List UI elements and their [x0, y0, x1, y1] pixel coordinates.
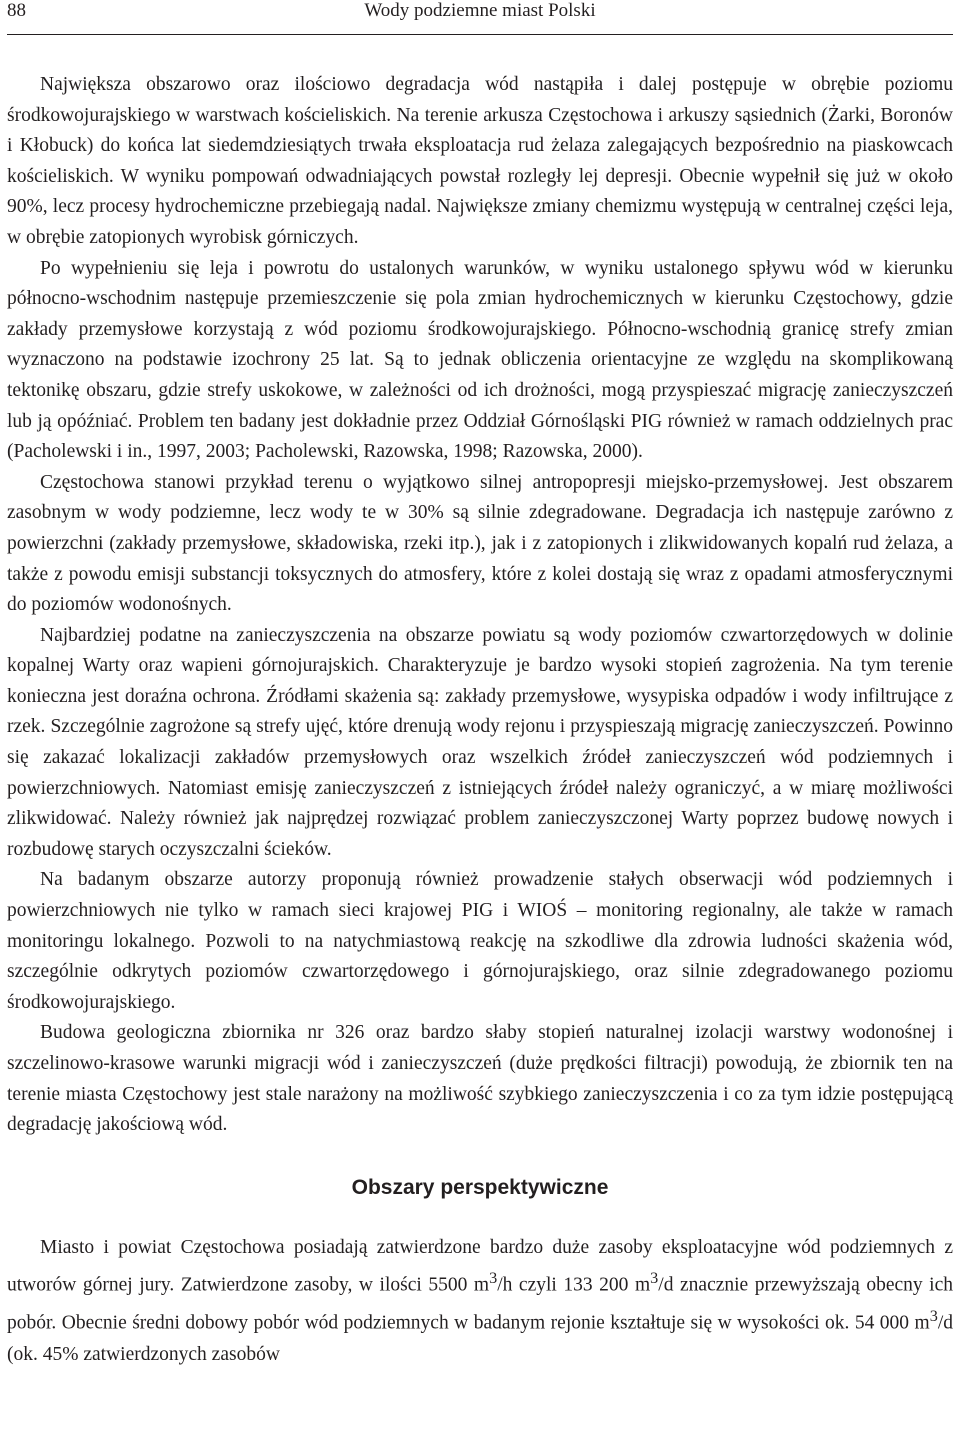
zasoby-text-3: /d znacznie przewyższają obecny ich pobór. Obecnie średni dobowy pobór wód podziemnych w badanym rejonie kształtuje się w wysokości ok. 54 000 m — [7, 1274, 954, 1334]
running-header — [7, 0, 953, 35]
paragraph-lej-depresji: Największa obszarowo oraz ilościowo degradacja wód nastąpiła i dalej postępuje w obrębie poziomu środkowojurajskiego w warstwach kościeliskich. Na terenie arkusza Częstochowa i arkuszy sąsiednich (Żarki, Boronów i Kłobuck) do końca lat siedemdziesiątych trwała eksploatacja rud żelaza zalegających bezpośrednio na piaskowcach kościeliskich. W wyniku pompowań odwadniających powstał rozległy lej depresji. Obecnie wypełnił się już w około 90%, lecz procesy hydrochemiczne przebiegają nadal. Największe zmiany chemizmu występują w centralnej części leja, w obrębie zatopionych wyrobisk górniczych. — [7, 74, 953, 248]
running-title: Wody podziemne miast Polski — [364, 0, 596, 21]
paragraph-zasoby — [7, 1233, 953, 1370]
page-number: 88 — [7, 0, 26, 21]
superscript-3: 3 — [650, 1269, 659, 1288]
section-heading: Obszary perspektywiczne — [351, 1175, 609, 1199]
paragraph-budowa-geologiczna: Budowa geologiczna zbiornika nr 326 oraz bardzo słaby stopień naturalnej izolacji warstwy wodonośnej i szczelinowo-krasowe warunki migracji wód i zanieczyszczeń (duże prędkości filtracji) powodują, że zbiornik ten na terenie miasta Częstochowy jest stale narażony na możliwość szybkiego zanieczyszczenia i co za tym idzie postępującą degradację jakościową wód. — [7, 1022, 953, 1136]
zasoby-text-2: /h czyli 133 200 m — [497, 1274, 651, 1296]
paragraph-podatnosc: Najbardziej podatne na zanieczyszczenia na obszarze powiatu są wody poziomów czwartorzędowych w dolinie kopalnej Warty oraz wapieni górnojurajskich. Charakteryzuje je bardzo wysoki stopień zagrożenia. Na tym terenie konieczna jest doraźna ochrona. Źródłami skażenia są: zakłady przemysłowe, wysypiska odpadów i wody infiltrujące z rzek. Szczególnie zagrożone są strefy ujęć, które drenują wody rejonu i przyspieszają migrację zanieczyszczeń. Powinno się zakazać lokalizacji zakładów przemysłowych oraz wszelkich źródeł zanieczyszczeń wód podziemnych i powierzchniowych. Natomiast emisję zanieczyszczeń z istniejących źródeł należy ograniczyć, a w miarę możliwości zlikwidować. Należy również jak najprędzej rozwiązać problem zanieczyszczonej Warty poprzez budowę nowych i rozbudowę starych oczyszczalni ścieków. — [7, 624, 953, 860]
zasoby-text-4: /d (ok. 45% zatwierdzonych zasobów — [7, 1312, 953, 1365]
paragraph-strefa-zmian: Po wypełnieniu się leja i powrotu do ustalonych warunków, w wyniku ustalonego spływu wód w kierunku północno-wschodnim następuje przemieszczenie się pola zmian hydrochemicznych w kierunku Częstochowy, gdzie zakłady przemysłowe korzystają z wód poziomu środkowojurajskiego. Północno-wschodnią granicę strefy zmian wyznaczono na podstawie izochrony 25 lat. Są to jednak obliczenia orientacyjne ze względu na skomplikowaną tektonikę obszaru, gdzie strefy uskokowe, w zależności od ich drożności, mogą przyspieszać migrację zanieczyszczeń lub ją opóźniać. Problem ten badany jest dokładnie przez Oddział Górnośląski PIG również w ramach oddzielnych prac (Pacholewski i in., 1997, 2003; Pacholewski, Razowska, 1998; Razowska, 2000). — [7, 257, 953, 463]
paragraph-antropopresja: Częstochowa stanowi przykład terenu o wyjątkowo silnej antropopresji miejsko-przemysłowej. Jest obszarem zasobnym w wody podziemne, lecz wody te w 30% są silnie zdegradowane. Degradacja ich następuje zarówno z powierzchni (zakłady przemysłowe, składowiska, rzeki itp.), jak i z zatopionych i zlikwidowanych kopalń rud żelaza, a także z powodu emisji substancji toksycznych do atmosfery, które z kolei dostają się wraz z opadami atmosferycznymi do poziomów wodonośnych. — [7, 471, 953, 616]
superscript-3: 3 — [489, 1269, 498, 1288]
paragraph-monitoring: Na badanym obszarze autorzy proponują również prowadzenie stałych obserwacji wód podziemnych i powierzchniowych nie tylko w ramach sieci krajowej PIG i WIOŚ – monitoring regionalny, ale także w ramach monitoringu lokalnego. Pozwoli to na natychmiastową reakcję na szkodliwe dla zdrowia ludności skażenia wód, szczególnie odkrytych poziomów czwartorzędowego i górnojurajskiego, oraz silnie zdegradowanego poziomu środkowojurajskiego. — [7, 869, 953, 1013]
superscript-3: 3 — [929, 1307, 938, 1326]
body-text — [7, 70, 953, 1370]
zasoby-text-1: Miasto i powiat Częstochowa posiadają zatwierdzone bardzo duże zasoby eksploatacyjne wód podziemnych z utworów górnej jury. Zatwierdzone zasoby, w ilości 5500 m — [7, 1236, 953, 1296]
